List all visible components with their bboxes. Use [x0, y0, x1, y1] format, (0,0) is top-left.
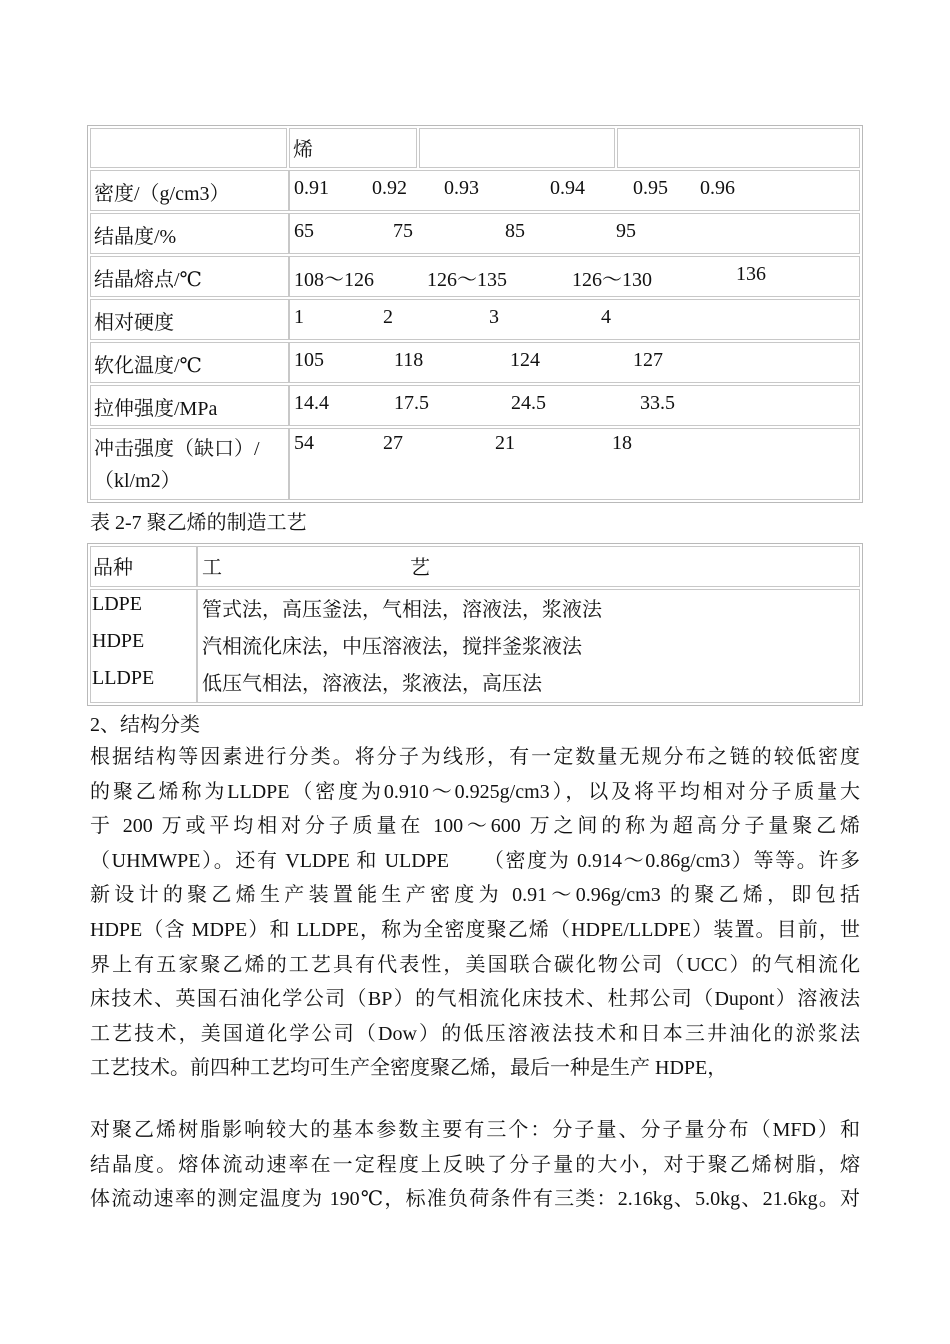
- cell-value: 2: [383, 306, 393, 328]
- cell-value: 18: [612, 432, 632, 454]
- header-variety: 品种: [93, 557, 133, 579]
- column-divider: [288, 300, 290, 339]
- row-label: 密度/（g/cm3）: [94, 183, 230, 205]
- body-paragraph-1: [90, 740, 860, 1086]
- cell-value: 0.95: [633, 177, 668, 199]
- cell-value: 0.92: [372, 177, 407, 199]
- table-row: [90, 299, 860, 340]
- table-header-row: [90, 546, 860, 587]
- cell-value: 108～126: [294, 269, 374, 291]
- cell-value: 105: [294, 349, 324, 371]
- row-label: 软化温度/℃: [94, 355, 202, 377]
- row-label-unit: （kl/m2）: [94, 470, 181, 492]
- cell-value: 24.5: [511, 392, 546, 414]
- process-table: [87, 543, 863, 706]
- column-divider: [288, 386, 290, 425]
- cell-value: 124: [510, 349, 540, 371]
- row-label: 拉伸强度/MPa: [94, 398, 218, 420]
- cell-value: 54: [294, 432, 314, 454]
- cell-value: 17.5: [394, 392, 429, 414]
- table-header-cell: [419, 128, 615, 168]
- cell-value: 0.91: [294, 177, 329, 199]
- cell-value: 0.94: [550, 177, 585, 199]
- process-cell: 管式法，高压釜法，气相法，溶液法，浆液法: [202, 599, 602, 621]
- header-fragment: 烯: [293, 139, 313, 161]
- cell-value: 27: [383, 432, 403, 454]
- paragraph-line: 界上有五家聚乙烯的工艺具有代表性，美国联合碳化物公司（UCC）的气相流化: [90, 953, 860, 976]
- paragraph-line: （UHMWPE）。还有 VLDPE 和 ULDPE （密度为 0.914～0.86g/cm3）等等。许多: [90, 849, 860, 872]
- cell-value: 33.5: [640, 392, 675, 414]
- cell-value: 0.93: [444, 177, 479, 199]
- cell-value: 3: [489, 306, 499, 328]
- table-header-cell: [289, 128, 417, 168]
- paragraph-line: 根据结构等因素进行分类。将分子为线形，有一定数量无规分布之链的较低密度: [90, 746, 860, 768]
- cell-value: 65: [294, 220, 314, 242]
- table-caption: 表 2-7 聚乙烯的制造工艺: [90, 512, 307, 534]
- cell-value: 126～135: [427, 269, 507, 291]
- column-divider: [288, 343, 290, 382]
- cell-value: 4: [601, 306, 611, 328]
- body-paragraph-2: [90, 1113, 860, 1217]
- cell-value: 0.96: [700, 177, 735, 199]
- column-divider: [288, 171, 290, 210]
- properties-table: [87, 125, 863, 503]
- paragraph-line: 于 200 万或平均相对分子质量在 100～600 万之间的称为超高分子量聚乙烯: [90, 815, 860, 838]
- variety-cell: HDPE: [92, 630, 145, 652]
- cell-value: 136: [736, 263, 766, 285]
- cell-value: 85: [505, 220, 525, 242]
- table-row: [90, 342, 860, 383]
- section-heading: 2、结构分类: [90, 714, 200, 736]
- cell-value: 127: [633, 349, 663, 371]
- variety-cell: LDPE: [92, 593, 142, 615]
- paragraph-line: 体流动速率的测定温度为 190℃，标准负荷条件有三类：2.16kg、5.0kg、21.6kg。对: [90, 1188, 860, 1211]
- table-row: [90, 385, 860, 426]
- row-label: 冲击强度（缺口）/: [94, 438, 260, 460]
- paragraph-line: 的聚乙烯称为LLDPE（密度为0.910～0.925g/cm3），以及将平均相对分子质量大: [90, 780, 860, 803]
- table-row: [90, 256, 860, 297]
- cell-value: 118: [394, 349, 424, 371]
- table-row: [90, 170, 860, 211]
- paragraph-line: 工艺技术，美国道化学公司（Dow）的低压溶液法技术和日本三井油化的淤浆法: [90, 1022, 860, 1045]
- table-header-cell: [617, 128, 860, 168]
- row-label: 结晶度/%: [94, 226, 177, 248]
- paragraph-line: 结晶度。熔体流动速率在一定程度上反映了分子量的大小，对于聚乙烯树脂，熔: [90, 1153, 860, 1176]
- column-divider: [288, 429, 290, 499]
- paragraph-line: HDPE（含 MDPE）和 LLDPE，称为全密度聚乙烯（HDPE/LLDPE）装置。目前，世: [90, 918, 860, 941]
- paragraph-line: 新设计的聚乙烯生产装置能生产密度为 0.91～0.96g/cm3 的聚乙烯，即包括: [90, 884, 860, 907]
- row-label: 相对硬度: [94, 312, 174, 334]
- cell-value: 95: [616, 220, 636, 242]
- column-divider: [196, 590, 198, 702]
- table-row: [90, 428, 860, 500]
- cell-value: 75: [393, 220, 413, 242]
- table-row: [90, 213, 860, 254]
- header-process-b: 艺: [410, 557, 430, 579]
- paragraph-line: 工艺技术。前四种工艺均可生产全密度聚乙烯，最后一种是生产 HDPE，: [90, 1057, 728, 1080]
- cell-value: 21: [495, 432, 515, 454]
- cell-value: 14.4: [294, 392, 329, 414]
- column-divider: [196, 547, 198, 586]
- table-header-cell: [90, 128, 287, 168]
- paragraph-line: 床技术、英国石油化学公司（BP）的气相流化床技术、杜邦公司（Dupont）溶液法: [90, 988, 860, 1011]
- table-body: [90, 589, 860, 703]
- column-divider: [288, 257, 290, 296]
- cell-value: 1: [294, 306, 304, 328]
- row-label: 结晶熔点/℃: [94, 269, 202, 291]
- process-cell: 汽相流化床法，中压溶液法，搅拌釜浆液法: [202, 636, 582, 658]
- column-divider: [288, 214, 290, 253]
- header-process-a: 工: [202, 557, 222, 579]
- process-cell: 低压气相法，溶液法，浆液法，高压法: [202, 673, 542, 695]
- cell-value: 126～130: [572, 269, 652, 291]
- paragraph-line: 对聚乙烯树脂影响较大的基本参数主要有三个：分子量、分子量分布（MFD）和: [90, 1119, 860, 1141]
- variety-cell: LLDPE: [92, 667, 155, 689]
